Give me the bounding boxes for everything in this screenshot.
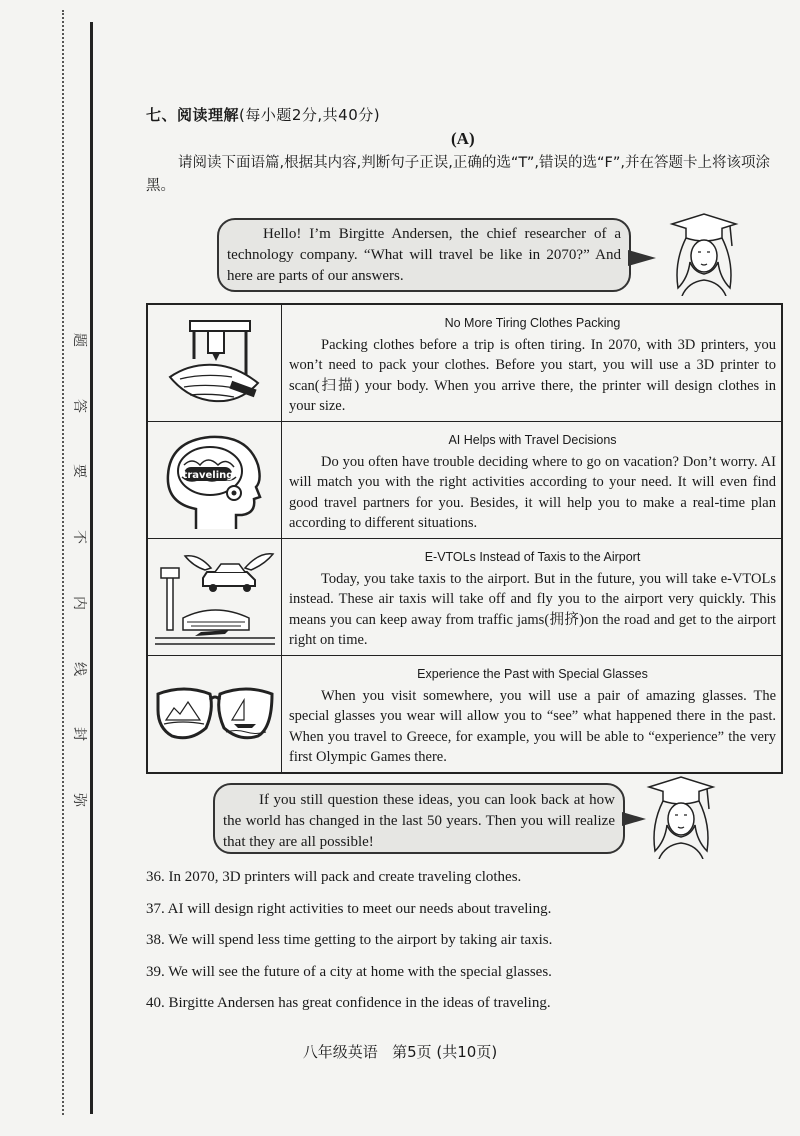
article-title: E-VTOLs Instead of Taxis to the Airport — [424, 550, 641, 564]
article-row — [148, 655, 781, 773]
section-title-text: 七、阅读理解 — [146, 106, 240, 124]
article-body: Today, you take taxis to the airport. But in the future, you will take e-VTOLs instead. These air taxis will take off and fly you to the airport very quickly. This means you can keep away from traffic jams(拥挤)on the road and get to the airport right on time. — [289, 570, 776, 648]
article-title: No More Tiring Clothes Packing — [444, 316, 621, 330]
article-title: Experience the Past with Special Glasses — [417, 667, 648, 681]
article-row — [148, 421, 781, 539]
article-text — [289, 547, 776, 651]
passage-label: (A) — [451, 129, 475, 148]
question-item: 37. AI will design right activities to meet our needs about traveling. — [146, 900, 552, 917]
closing-speech-bubble: If you still question these ideas, you can look back at how the world has changed in the last 50 years. Then you will realize that they are all possible! — [213, 783, 625, 854]
article-picture — [148, 656, 282, 773]
seal-char: 不 — [71, 530, 87, 545]
flying-taxi-icon — [155, 546, 275, 650]
seal-char: 弥 — [71, 792, 87, 807]
page-footer: 八年级英语 第5页 (共10页) — [302, 1043, 498, 1061]
speech-tail-icon — [628, 250, 656, 266]
ai-brain-label: traveling — [182, 469, 233, 481]
article-body: Packing clothes before a trip is often tiring. In 2070, with 3D printers, you won’t need to pack your clothes. Before you start, you will use a 3D printer to scan(扫描) your body. When you arrive there, the printer will design clothes in your size. — [289, 336, 776, 414]
article-title: AI Helps with Travel Decisions — [448, 433, 617, 447]
3d-printer-icon — [160, 315, 270, 411]
article-row — [148, 305, 781, 421]
article-picture — [148, 305, 282, 421]
margin-seal-text — [72, 330, 88, 810]
article-body: Do you often have trouble deciding where to go on vacation? Don’t worry. AI will match you with the right activities according to your need. It will even find good travel partners for you. Besides, it will help you to make a real-time plan according to different situations. — [289, 453, 776, 531]
question-item: 40. Birgitte Andersen has great confidence in the ideas of traveling. — [146, 995, 551, 1012]
question-item: 38. We will spend less time getting to the airport by taking air taxis. — [146, 932, 553, 949]
binding-dotted-line — [62, 10, 64, 1115]
article-text — [289, 430, 776, 534]
seal-char: 要 — [71, 464, 87, 479]
article-picture — [148, 539, 282, 656]
article-body: When you visit somewhere, you will use a pair of amazing glasses. The special glasses you wear will allow you to “see” what happened there in the past. When you travel to Greece, for example, you will be able to “experience” the very first Olympic Games there. — [289, 687, 776, 765]
question-list — [146, 866, 766, 1024]
graduate-woman-icon — [664, 212, 740, 296]
binding-solid-line — [90, 22, 93, 1114]
intro-speech-bubble: Hello! I’m Birgitte Andersen, the chief researcher of a technology company. “What will travel be like in 2070?” And here are parts of our answers. — [217, 218, 631, 292]
seal-char: 线 — [71, 661, 87, 676]
articles-table — [146, 303, 783, 774]
graduate-woman-icon — [640, 775, 718, 859]
question-item: 36. In 2070, 3D printers will pack and create traveling clothes. — [146, 869, 522, 885]
article-text — [289, 313, 776, 417]
section-score: (每小题2分,共40分) — [239, 106, 381, 124]
seal-char: 内 — [71, 595, 87, 610]
seal-char: 封 — [71, 727, 87, 742]
seal-char: 答 — [71, 398, 87, 413]
glasses-icon — [154, 680, 276, 750]
ai-brain-icon — [156, 429, 274, 533]
question-item: 39. We will see the future of a city at home with the special glasses. — [146, 963, 552, 980]
article-text — [289, 664, 776, 768]
article-row — [148, 538, 781, 656]
instructions: 请阅读下面语篇,根据其内容,判断句子正误,正确的选“T”,错误的选“F”,并在答题卡上将该项涂黑。 — [146, 155, 770, 194]
section-title — [146, 104, 380, 125]
article-picture — [148, 422, 282, 539]
seal-char: 题 — [71, 333, 87, 347]
